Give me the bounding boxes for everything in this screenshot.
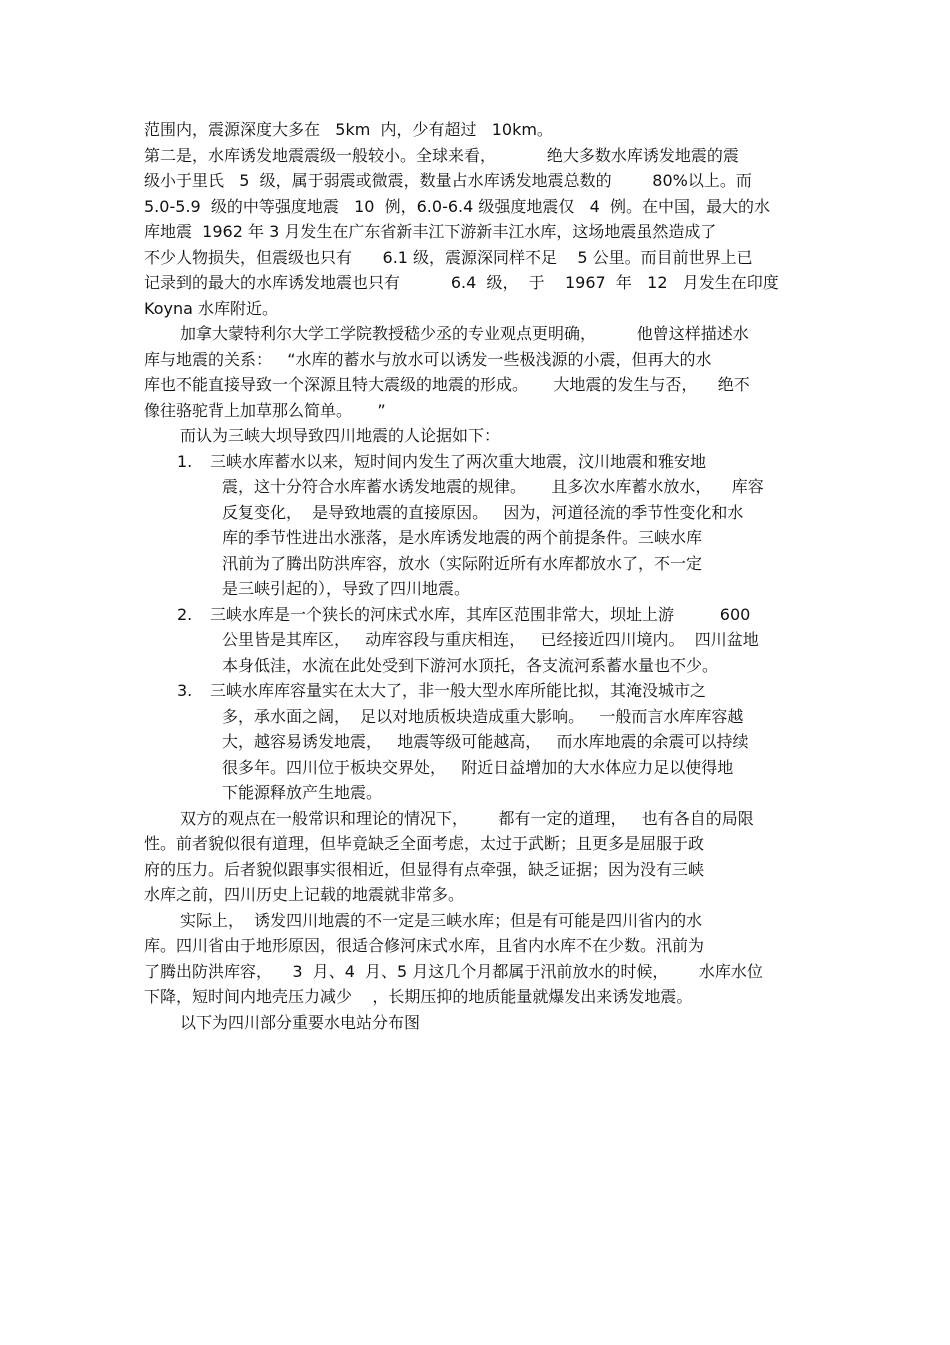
text-line: 水库之前，四川历史上记载的地震就非常多。 (144, 885, 465, 904)
text-line: 三峡水库蓄水以来，短时间内发生了两次重大地震，汶川地震和雅安地 (210, 451, 707, 471)
text-line: 汛前为了腾出防洪库容，放水（实际附近所有水库都放水了，不一定 (222, 553, 703, 573)
text-line: 下能源释放产生地震。 (222, 783, 383, 802)
text-line: 很多年。四川位于板块交界处， 附近日益增加的大水体应力足以使得地 (222, 757, 734, 777)
text-line: 库。四川省由于地形原因，很适合修河床式水库，且省内水库不在少数。汛前为 (144, 936, 705, 955)
text-line: 性。前者貌似很有道理，但毕竟缺乏全面考虑，太过于武断；且更多是屈服于政 (144, 834, 705, 853)
text-line: 5.0-5.9 级的中等强度地震 10 例，6.0-6.4 级强度地震仅 4 例。在中国，最大的水 (144, 196, 770, 216)
text-line: 大，越容易诱发地震， 地震等级可能越高， 而水库地震的余震可以持续 (222, 732, 749, 751)
paragraph-actual (144, 908, 810, 1010)
text-line: 双方的观点在一般常识和理论的情况下， 都有一定的道理， 也有各自的局限 (180, 808, 754, 828)
text-line: 第二是，水库诱发地震震级一般较小。全球来看， 绝大多数水库诱发地震的震 (144, 145, 739, 165)
text-line: 三峡水库库容量实在太大了，非一般大型水库所能比拟，其淹没城市之 (210, 681, 707, 700)
text-line: 范围内，震源深度大多在 5km 内，少有超过 10km。 (144, 120, 553, 139)
text-line: 库地震 1962 年 3 月发生在广东省新丰江下游新丰江水库，这场地震虽然造成了 (144, 222, 717, 241)
list-number: 1. (177, 451, 193, 471)
text-line: 府的压力。后者貌似跟事实很相近，但显得有点牵强，缺乏证据；因为没有三峡 (144, 859, 705, 879)
text-line: 像往骆驼背上加草那么简单。 ” (144, 400, 386, 420)
text-line: 反复变化， 是导致地震的直接原因。 因为，河道径流的季节性变化和水 (222, 502, 744, 522)
text-line: 多，承水面之阔， 足以对地质板块造成重大影响。 一般而言水库库容越 (222, 706, 744, 726)
text-line: 不少人物损失，但震级也只有 6.1 级，震源深同样不足 5 公里。而目前世界上已 (144, 247, 753, 267)
text-line: 本身低洼，水流在此处受到下游河水顶托，各支流河系蓄水量也不少。 (222, 655, 719, 675)
text-line: 是三峡引起的），导致了四川地震。 (222, 579, 471, 598)
text-line: Koyna 水库附近。 (144, 298, 278, 318)
text-line: 公里皆是其库区， 动库容段与重庆相连， 已经接近四川境内。 四川盆地 (222, 630, 759, 649)
text-line: 库也不能直接导致一个深源且特大震级的地震的形成。 大地震的发生与否， 绝不 (144, 375, 750, 394)
paragraph-both-sides (144, 806, 810, 908)
text-line: 加拿大蒙特利尔大学工学院教授嵇少丞的专业观点更明确， 他曾这样描述水 (180, 324, 749, 343)
argument-list (144, 449, 810, 806)
paragraph-lead: 而认为三峡大坝导致四川地震的人论据如下： (180, 426, 501, 445)
text-line: 下降，短时间内地壳压力减少 ，长期压抑的地质能量就爆发出来诱发地震。 (144, 987, 693, 1006)
list-item (144, 678, 810, 806)
text-line: 三峡水库是一个狭长的河床式水库，其库区范围非常大，坝址上游 600 (210, 604, 751, 624)
document-body (144, 117, 810, 1035)
paragraph-canada (144, 321, 810, 423)
text-line: 震，这十分符合水库蓄水诱发地震的规律。 且多次水库蓄水放水， 库容 (222, 477, 764, 496)
list-number: 3. (177, 681, 193, 700)
text-line: 记录到的最大的水库诱发地震也只有 6.4 级， 于 1967 年 12 月发生在印度 (144, 273, 779, 292)
list-number: 2. (177, 604, 193, 624)
list-item (144, 449, 810, 602)
text-line: 库与地震的关系： “水库的蓄水与放水可以诱发一些极浅源的小震，但再大的水 (144, 349, 712, 369)
text-line: 实际上， 诱发四川地震的不一定是三峡水库；但是有可能是四川省内的水 (180, 910, 703, 930)
paragraph-intro (144, 117, 810, 321)
text-line: 了腾出防洪库容， 3 月、4 月、5 月这几个月都属于汛前放水的时候， 水库水位 (144, 961, 763, 981)
paragraph-last: 以下为四川部分重要水电站分布图 (180, 1012, 421, 1032)
list-item (144, 602, 810, 679)
text-line: 库的季节性进出水涨落，是水库诱发地震的两个前提条件。三峡水库 (222, 528, 703, 547)
text-line: 级小于里氏 5 级，属于弱震或微震，数量占水库诱发地震总数的 80%以上。而 (144, 171, 752, 190)
